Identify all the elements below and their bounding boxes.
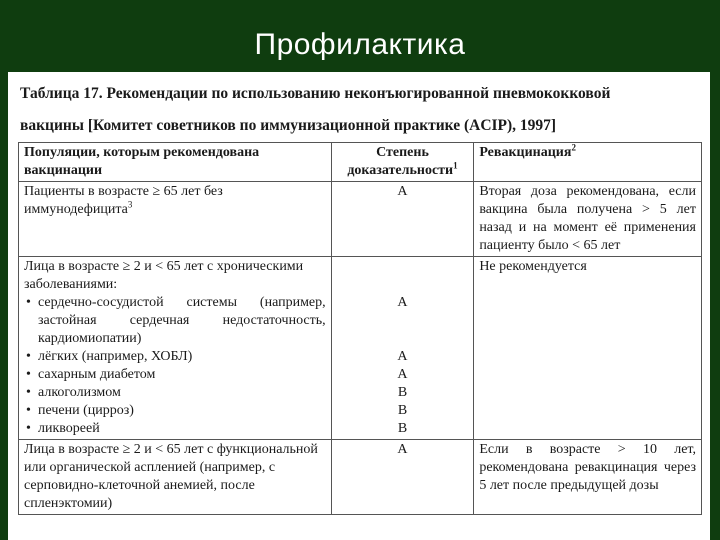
row1-evidence: А xyxy=(331,182,474,257)
row2-population xyxy=(19,257,332,440)
evidence-grade: А xyxy=(397,295,408,310)
header-population: Популяции, которым рекомендована вакцинации xyxy=(19,143,332,182)
evidence-grade: А xyxy=(397,367,408,382)
recommendations-table xyxy=(18,142,702,515)
row3-evidence: А xyxy=(331,440,474,515)
slide-title: Профилактика xyxy=(254,28,466,61)
evidence-grade: B xyxy=(397,421,408,436)
evidence-grade: B xyxy=(397,403,408,418)
row1-revaccination: Вторая доза рекомендована, если вакцина была получена > 5 лет назад и на момент её применения пациенту было < 65 лет xyxy=(474,182,702,257)
row2-intro: Лица в возрасте ≥ 2 и < 65 лет с хроническими заболеваниями: xyxy=(24,259,304,292)
conditions-list xyxy=(24,294,326,438)
caption-line-1: Таблица 17. Рекомендации по использованию неконъюгированной пневмококковой xyxy=(20,85,611,102)
row1-population: Пациенты в возрасте ≥ 65 лет без иммунодефицита$^3$ xyxy=(19,182,332,257)
row3-revaccination: Если в возрасте > 10 лет, рекомендована ревакцинация через 5 лет после предыдущей дозы xyxy=(474,440,702,515)
row2-evidence xyxy=(331,257,474,440)
evidence-grade: А xyxy=(397,349,408,364)
header-revaccination: Ревакцинация$^2$ xyxy=(474,143,702,182)
caption-line-2: вакцины [Комитет советников по иммунизационной практике (ACIP), 1997] xyxy=(20,117,557,134)
document-page xyxy=(8,72,710,540)
list-item: • печени (цирроз) xyxy=(24,402,326,420)
list-item: • лёгких (например, ХОБЛ) xyxy=(24,348,326,366)
table-caption xyxy=(20,78,700,142)
table-row xyxy=(19,257,702,440)
row2-revaccination: Не рекомендуется xyxy=(474,257,702,440)
row3-population: Лица в возрасте ≥ 2 и < 65 лет с функциональной или органической аспленией (например, с серповидно-клеточной анемией, после спленэктомии) xyxy=(19,440,332,515)
list-item: • сердечно-сосудистой системы (например, застойная сердечная недостаточность, кардиомиопатии) xyxy=(24,294,326,348)
table-row xyxy=(19,440,702,515)
list-item: • ликвореей xyxy=(24,420,326,438)
list-item: • алкоголизмом xyxy=(24,384,326,402)
table-header-row xyxy=(19,143,702,182)
list-item: • сахарным диабетом xyxy=(24,366,326,384)
header-evidence: Степень доказательности$^1$ xyxy=(331,143,474,182)
evidence-grade: B xyxy=(397,385,408,400)
table-row xyxy=(19,182,702,257)
